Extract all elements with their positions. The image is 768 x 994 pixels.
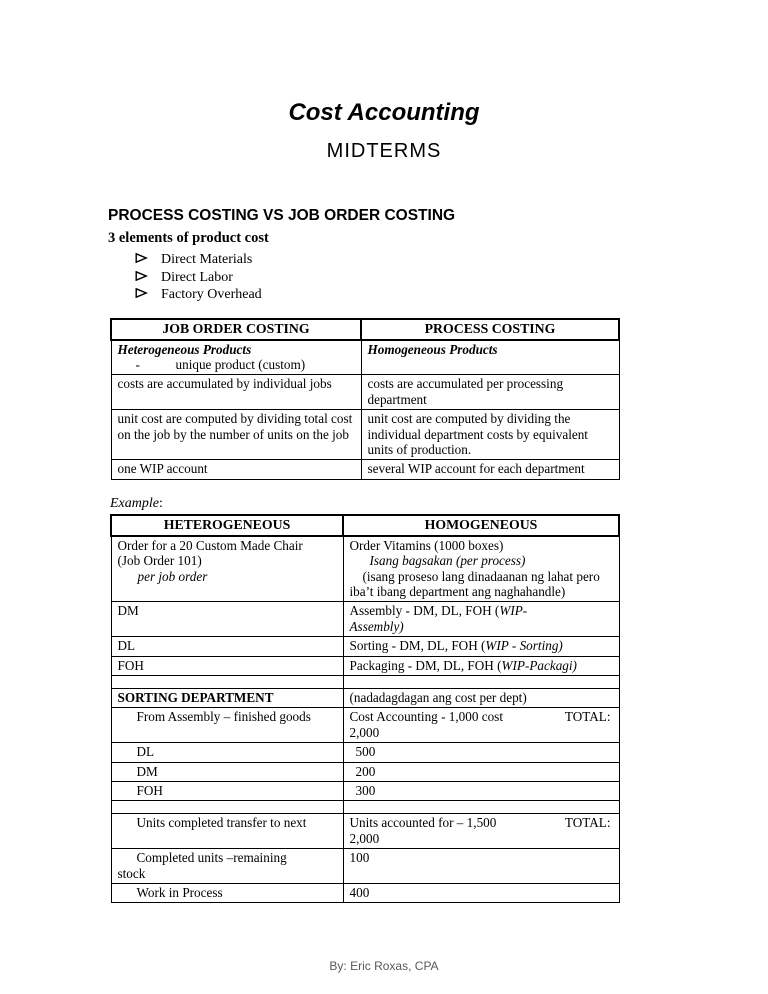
cell-sub-item-text: unique product (custom)	[175, 356, 306, 372]
cell-line: Completed units –remaining	[136, 850, 287, 866]
table-cell	[111, 801, 343, 814]
cell-text-italic: Assembly)	[349, 618, 404, 634]
table-cell: costs are accumulated per processing department	[361, 375, 619, 410]
cell-text: Packaging - DM, DL, FOH (	[349, 657, 502, 673]
table-cell	[111, 849, 343, 884]
table-header-row	[111, 515, 619, 536]
cell-title: Heterogeneous Products	[117, 341, 252, 357]
cell-sub-item	[118, 357, 356, 372]
table-row	[111, 410, 619, 460]
cost-elements-list	[108, 251, 660, 304]
table-cell: costs are accumulated by individual jobs	[111, 375, 361, 410]
table-row	[111, 884, 619, 903]
cell-text: Units accounted for – 1,500	[349, 815, 497, 831]
cell-title: Homogeneous Products	[367, 341, 498, 357]
cell-text-italic: WIP - Sorting)	[485, 638, 563, 654]
cell-text-bold: SORTING DEPARTMENT	[117, 690, 274, 705]
dash-marker: -	[135, 356, 140, 372]
table-cell: 100	[343, 849, 619, 884]
table-cell: unit cost are computed by dividing total cost on the job by the number of units on the job	[111, 410, 361, 460]
cell-text-italic: WIP-	[499, 603, 528, 619]
total-label: TOTAL:	[564, 815, 611, 831]
example-colon: :	[158, 495, 163, 511]
table-cell	[361, 340, 619, 375]
table-cell: DM	[111, 602, 343, 637]
table-cell: several WIP account for each department	[361, 460, 619, 479]
table-cell: Units completed transfer to next	[111, 814, 343, 849]
total-value: 2,000	[349, 724, 380, 740]
column-header-process-costing: PROCESS COSTING	[361, 319, 619, 340]
cell-text: Assembly - DM, DL, FOH (	[349, 603, 500, 619]
list-item-label: Factory Overhead	[161, 287, 262, 302]
example-table	[110, 514, 620, 904]
table-row	[111, 340, 619, 375]
arrowhead-bullet-icon	[135, 269, 148, 279]
cell-line-italic: Isang bagsakan (per process)	[369, 553, 526, 569]
table-cell	[343, 676, 619, 689]
table-row	[111, 375, 619, 410]
table-row	[111, 602, 619, 637]
table-row	[111, 536, 619, 602]
document-subtitle: MIDTERMS	[326, 140, 442, 162]
table-row	[111, 782, 619, 801]
cell-text: Cost Accounting - 1,000 cost	[349, 709, 503, 725]
column-header-job-order-costing: JOB ORDER COSTING	[111, 319, 361, 340]
table-cell: 400	[343, 884, 619, 903]
list-item-label: Direct Labor	[161, 269, 233, 285]
cell-line	[350, 709, 614, 724]
section-heading: PROCESS COSTING VS JOB ORDER COSTING	[108, 207, 456, 224]
table-row-empty	[111, 676, 619, 689]
arrowhead-bullet-icon	[135, 251, 148, 261]
table-cell	[343, 602, 619, 637]
document-header	[0, 0, 768, 163]
column-header-homogeneous: HOMOGENEOUS	[343, 515, 619, 536]
total-value: 2,000	[349, 830, 380, 846]
table-cell	[111, 689, 343, 708]
table-row	[111, 849, 619, 884]
cell-text: Sorting - DM, DL, FOH (	[349, 638, 486, 654]
table-row	[111, 460, 619, 479]
cell-line: (Job Order 101)	[117, 553, 202, 569]
list-item	[108, 286, 660, 304]
table-row	[111, 814, 619, 849]
table-cell: 300	[343, 782, 619, 801]
table-cell: (nadadagdagan ang cost per dept)	[343, 689, 619, 708]
table-cell: FOH	[111, 656, 343, 675]
table-row-empty	[111, 801, 619, 814]
cell-line: stock	[117, 865, 146, 881]
example-label	[110, 496, 768, 512]
example-word: Example	[110, 495, 159, 511]
table-cell	[111, 676, 343, 689]
cell-line: (isang proseso lang dinadaanan ng lahat pero iba’t ibang department ang naghahandle)	[349, 568, 600, 599]
page-footer: By: Eric Roxas, CPA	[329, 959, 439, 973]
total-label: TOTAL:	[564, 709, 611, 725]
comparison-table	[110, 318, 620, 480]
table-row	[111, 637, 619, 656]
table-cell	[343, 801, 619, 814]
table-row	[111, 708, 619, 743]
document-title: Cost Accounting	[288, 99, 480, 126]
table-cell	[111, 536, 343, 602]
list-item	[108, 269, 660, 287]
table-cell: DM	[111, 762, 343, 781]
table-row	[111, 743, 619, 762]
cell-line	[350, 815, 614, 830]
table-cell: From Assembly – finished goods	[111, 708, 343, 743]
process-vs-job-order-section	[108, 207, 660, 304]
table-row	[111, 762, 619, 781]
table-cell	[343, 637, 619, 656]
table-cell: 200	[343, 762, 619, 781]
table-row	[111, 656, 619, 675]
table-cell: Work in Process	[111, 884, 343, 903]
section-subheading: 3 elements of product cost	[108, 230, 269, 246]
table-cell	[343, 814, 619, 849]
cell-text-italic: WIP-Packagi)	[501, 657, 577, 673]
list-item-label: Direct Materials	[161, 252, 253, 267]
cell-line: Order for a 20 Custom Made Chair	[117, 537, 303, 553]
table-header-row	[111, 319, 619, 340]
table-cell	[343, 708, 619, 743]
table-row	[111, 689, 619, 708]
table-cell: one WIP account	[111, 460, 361, 479]
table-cell: DL	[111, 743, 343, 762]
table-cell	[343, 656, 619, 675]
list-item	[108, 251, 660, 269]
cell-line: Order Vitamins (1000 boxes)	[349, 537, 504, 553]
table-cell: DL	[111, 637, 343, 656]
table-cell: unit cost are computed by dividing the individual department costs by equivalent units of production.	[361, 410, 619, 460]
arrowhead-bullet-icon	[135, 286, 148, 296]
table-cell: FOH	[111, 782, 343, 801]
table-cell	[111, 340, 361, 375]
table-cell	[343, 536, 619, 602]
table-cell: 500	[343, 743, 619, 762]
column-header-heterogeneous: HETEROGENEOUS	[111, 515, 343, 536]
cell-line-italic: per job order	[137, 568, 208, 584]
